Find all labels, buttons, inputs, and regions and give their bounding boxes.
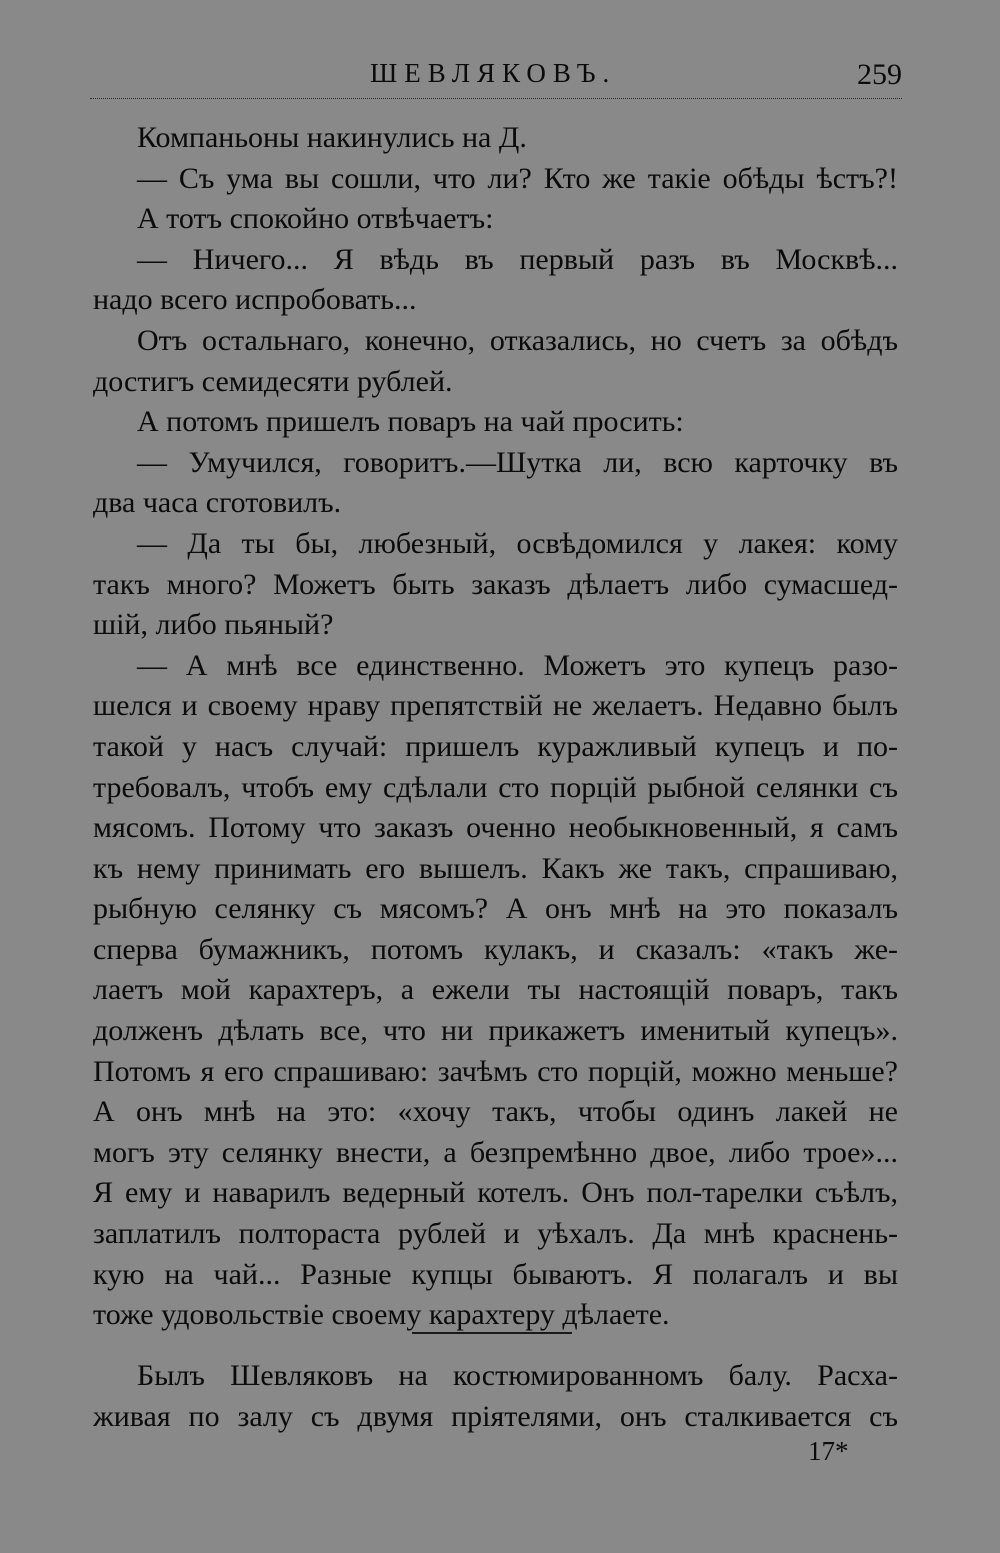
text-line: шій, либо пьяный? bbox=[93, 608, 334, 642]
text-line: рыбную селянку съ мясомъ? А онъ мнѣ на это показалъ bbox=[93, 892, 898, 926]
text-line: надо всего испробовать... bbox=[93, 283, 417, 317]
text-line: А тотъ спокойно отвѣчаетъ: bbox=[137, 202, 494, 236]
page-header bbox=[90, 58, 902, 102]
text-line: — Съ ума вы сошли, что ли? Кто же такіе обѣды ѣстъ?! bbox=[137, 161, 898, 195]
body-text bbox=[93, 118, 898, 1336]
text-line: — А мнѣ все единственно. Можетъ это купецъ разо- bbox=[137, 648, 898, 682]
text-line: достигъ семидесяти рублей. bbox=[93, 364, 453, 398]
text-line: къ нему принимать его вышелъ. Какъ же такъ, спрашиваю, bbox=[93, 851, 898, 885]
text-line: шелся и своему нраву препятствій не желаетъ. Недавно былъ bbox=[93, 689, 898, 723]
text-line: заплатилъ полтораста рублей и уѣхалъ. Да мнѣ краснень- bbox=[93, 1217, 898, 1251]
text-line: два часа сготовилъ. bbox=[93, 486, 342, 520]
text-line: А онъ мнѣ на это: «хочу такъ, чтобы одинъ лакей не bbox=[93, 1095, 898, 1129]
text-line: Отъ остальнаго, конечно, отказались, но счетъ за обѣдъ bbox=[137, 323, 898, 357]
section-divider bbox=[412, 1332, 572, 1334]
text-line: живая по залу съ двумя пріятелями, онъ сталкивается съ bbox=[93, 1399, 898, 1433]
text-line: лаетъ мой карахтеръ, а ежели ты настоящій поваръ, такъ bbox=[93, 973, 898, 1007]
page-number: 259 bbox=[857, 58, 902, 91]
text-line: требовалъ, чтобъ ему сдѣлали сто порцій рыбной селянки съ bbox=[93, 770, 898, 804]
text-line: тоже удовольствіе своему карахтеру дѣлаете. bbox=[93, 1298, 670, 1332]
text-line: Потомъ я его спрашиваю: зачѣмъ сто порцій, можно меньше? bbox=[93, 1054, 898, 1088]
body-text-continued bbox=[93, 1356, 898, 1437]
text-line: А потомъ пришелъ поваръ на чай просить: bbox=[137, 405, 684, 439]
text-line: кую на чай... Разные купцы бываютъ. Я полагалъ и вы bbox=[93, 1257, 898, 1291]
text-line: Компаньоны накинулись на Д. bbox=[137, 121, 527, 154]
printer-signature-mark: 17* bbox=[808, 1436, 849, 1466]
text-line: — Умучился, говоритъ.—Шутка ли, всю карточку въ bbox=[137, 445, 898, 479]
text-line: мясомъ. Потому что заказъ оченно необыкновенный, я самъ bbox=[93, 811, 898, 845]
text-line: такъ много? Можетъ быть заказъ дѣлаетъ либо сумасшед- bbox=[93, 567, 898, 601]
text-line: — Ничего... Я вѣдь въ первый разъ въ Москвѣ... bbox=[137, 242, 898, 276]
text-line: — Да ты бы, любезный, освѣдомился у лакея: кому bbox=[137, 526, 898, 560]
text-line: Былъ Шевляковъ на костюмированномъ балу. Расха- bbox=[137, 1359, 898, 1392]
text-line: Я ему и наварилъ ведерный котелъ. Онъ пол-тарелки съѣлъ, bbox=[93, 1176, 898, 1210]
running-title: ШЕВЛЯКОВЪ. bbox=[370, 58, 617, 88]
header-rule bbox=[90, 98, 902, 99]
text-line: долженъ дѣлать все, что ни прикажетъ именитый купецъ». bbox=[93, 1014, 898, 1048]
text-line: сперва бумажникъ, потомъ кулакъ, и сказалъ: «такъ же- bbox=[93, 932, 898, 966]
text-line: могъ эту селянку внести, а безпремѣнно двое, либо трое»... bbox=[93, 1135, 898, 1169]
text-line: такой у насъ случай: пришелъ куражливый купецъ и по- bbox=[93, 729, 898, 763]
